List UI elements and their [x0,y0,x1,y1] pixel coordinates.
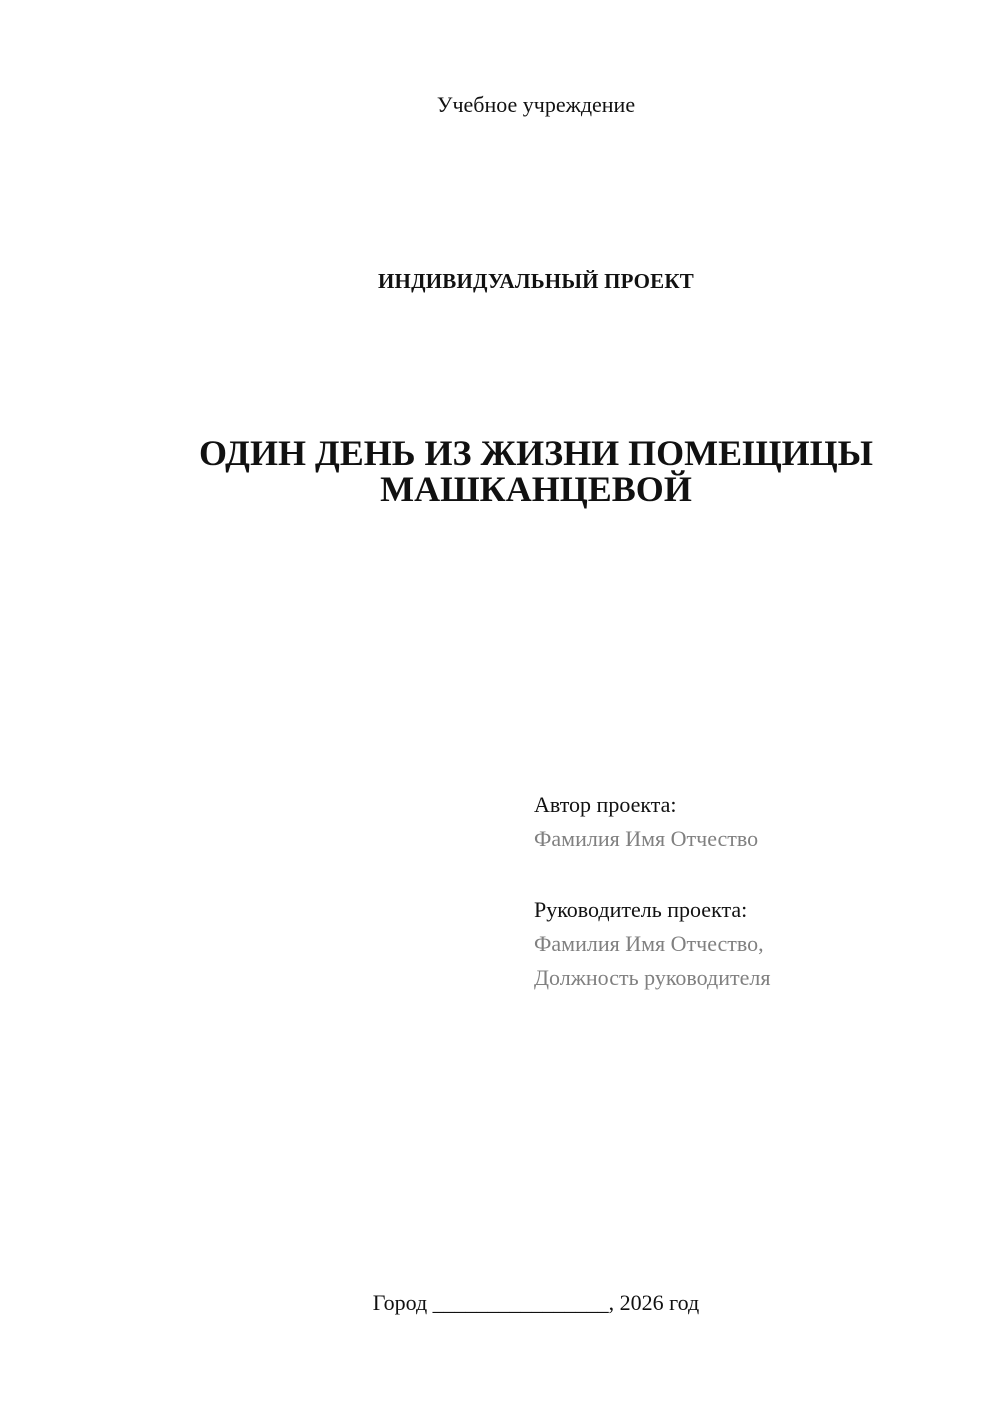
institution-name: Учебное учреждение [436,92,636,117]
supervisor-position: Должность руководителя [534,965,771,990]
supervisor-block [534,893,770,995]
project-title [0,435,1000,507]
document-type: ИНДИВИДУАЛЬНЫЙ ПРОЕКТ [378,269,694,293]
project-title-line-1: ОДИН ДЕНЬ ИЗ ЖИЗНИ ПОМЕЩИЦЫ [198,433,874,473]
project-title-line-2: МАШКАНЦЕВОЙ [380,469,692,509]
author-label: Автор проекта: [534,792,677,817]
supervisor-label: Руководитель проекта: [534,897,748,922]
author-block [534,788,758,856]
author-name: Фамилия Имя Отчество [534,826,759,851]
supervisor-name: Фамилия Имя Отчество, [534,931,764,956]
city-year-line: Город ________________, 2026 год [372,1290,700,1315]
